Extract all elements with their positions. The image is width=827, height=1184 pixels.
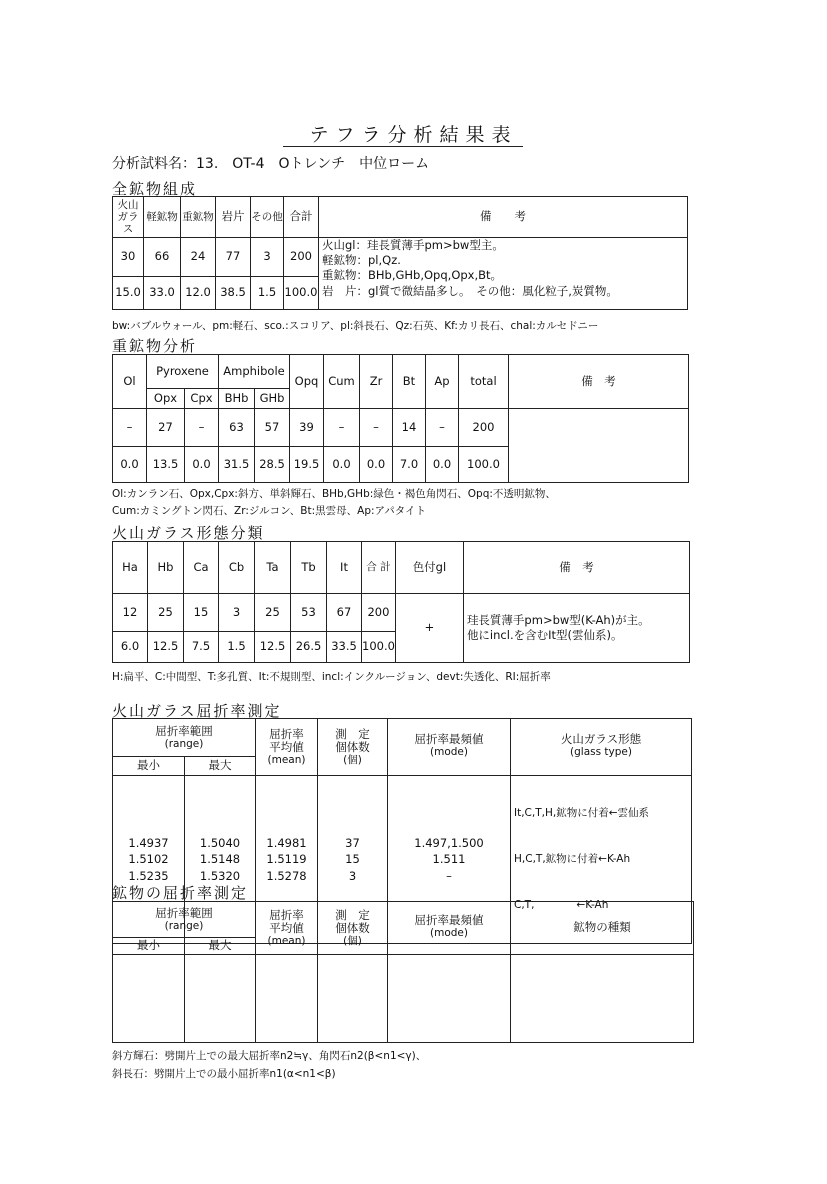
s2-header-amphibole: Amphibole bbox=[219, 355, 290, 389]
s5-range-label: 屈折率範囲 bbox=[155, 905, 213, 920]
s2-count-ghb: 57 bbox=[255, 409, 290, 447]
s1-remark-line: 岩 片：gl質で微結晶多し。 その他：風化粒子,炭質物。 bbox=[322, 283, 618, 298]
s1-count-glass: 30 bbox=[113, 238, 144, 277]
s4-type-sub: (glass type) bbox=[570, 746, 632, 759]
s5-mean-label: 平均値 bbox=[269, 920, 304, 935]
s2-header-opx: Opx bbox=[147, 389, 185, 409]
s5-type-header: 鉱物の種類 bbox=[511, 902, 694, 955]
s4-n-value: 15 bbox=[345, 852, 360, 867]
s3-pct-total: 100.0 bbox=[362, 632, 396, 663]
s5-mean-label: 屈折率 bbox=[269, 907, 304, 922]
s3-header-ca: Ca bbox=[184, 542, 219, 594]
s1-header-rock: 岩片 bbox=[216, 197, 251, 238]
s4-mode-value: 1.497,1.500 bbox=[414, 835, 484, 850]
s4-type-value: It,C,T,H,鉱物に付着←雲仙系 bbox=[514, 807, 650, 820]
s2-header-remarks: 備 考 bbox=[509, 355, 689, 409]
s1-header-glass: 火山ガラス bbox=[113, 197, 144, 238]
s2-pct-ol: 0.0 bbox=[113, 447, 147, 483]
s2-count-ol: – bbox=[113, 409, 147, 447]
s2-pct-ghb: 28.5 bbox=[255, 447, 290, 483]
s5-max-cell bbox=[185, 955, 256, 1043]
heavy-mineral-table bbox=[112, 354, 689, 483]
s3-count-ha: 12 bbox=[113, 594, 148, 632]
s4-mode-label: 屈折率最頻値 bbox=[414, 732, 484, 746]
s2-header-bt: Bt bbox=[393, 355, 426, 409]
s2-count-cum: – bbox=[324, 409, 360, 447]
s5-count-label: 個体数 bbox=[335, 920, 370, 935]
s3-count-cb: 3 bbox=[219, 594, 255, 632]
page-title: テフラ分析結果表 bbox=[309, 124, 518, 146]
s5-range-header bbox=[113, 902, 256, 938]
s4-mode-sub: (mode) bbox=[430, 746, 468, 759]
s1-pct-heavy: 12.0 bbox=[181, 277, 216, 310]
s3-pct-hb: 12.5 bbox=[148, 632, 184, 663]
s1-pct-rock: 38.5 bbox=[216, 277, 251, 310]
s2-count-ap: – bbox=[426, 409, 459, 447]
s3-header-colored: 色付gl bbox=[395, 542, 463, 594]
s3-pct-it: 33.5 bbox=[327, 632, 362, 663]
section3-heading: 火山ガラス形態分類 bbox=[112, 524, 265, 542]
s3-count-tb: 53 bbox=[291, 594, 327, 632]
s1-remark-line: 重鉱物：BHb,GHb,Opq,Opx,Bt。 bbox=[322, 268, 503, 283]
s3-header-ta: Ta bbox=[255, 542, 291, 594]
s2-pct-bhb: 31.5 bbox=[219, 447, 255, 483]
s1-count-light: 66 bbox=[144, 238, 181, 277]
s2-header-bhb: BHb bbox=[219, 389, 255, 409]
s2-pct-total: 100.0 bbox=[459, 447, 509, 483]
glass-morphology-table bbox=[112, 541, 690, 663]
s3-colored-value: + bbox=[395, 594, 463, 663]
section1-heading: 全鉱物組成 bbox=[112, 180, 198, 198]
s3-header-total: 合 計 bbox=[362, 542, 396, 594]
s1-pct-total: 100.0 bbox=[284, 277, 319, 310]
s1-remark-line: 軽鉱物：pl,Qz. bbox=[322, 253, 401, 268]
s4-mode-header bbox=[388, 719, 511, 776]
s1-header-heavy: 重鉱物 bbox=[181, 197, 216, 238]
s5-max-header: 最大 bbox=[185, 938, 256, 955]
s4-count-sub: (個) bbox=[343, 754, 362, 767]
sample-name: 分析試料名：13. OT-4 Oトレンチ 中位ローム bbox=[112, 156, 430, 172]
s2-count-bt: 14 bbox=[393, 409, 426, 447]
s2-header-ap: Ap bbox=[426, 355, 459, 409]
s4-mean-value: 1.5119 bbox=[266, 852, 307, 867]
section2-heading: 重鉱物分析 bbox=[112, 337, 198, 355]
s5-count-label: 測 定 bbox=[335, 907, 370, 922]
s2-header-cum: Cum bbox=[324, 355, 360, 409]
s2-note-2: Cum:カミングトン閃石、Zr:ジルコン、Bt:黒雲母、Ap:アパタイト bbox=[112, 505, 426, 517]
s3-header-ha: Ha bbox=[113, 542, 148, 594]
s3-header-it: It bbox=[327, 542, 362, 594]
s1-count-total: 200 bbox=[284, 238, 319, 277]
s1-count-rock: 77 bbox=[216, 238, 251, 277]
s5-mode-label: 屈折率最頻値 bbox=[414, 913, 484, 927]
s4-mean-sub: (mean) bbox=[267, 754, 306, 767]
s4-mode-value: – bbox=[446, 869, 452, 884]
s5-min-header: 最小 bbox=[113, 938, 185, 955]
total-mineral-table bbox=[112, 196, 688, 310]
s5-count-header bbox=[318, 902, 388, 955]
s4-min-value: 1.4937 bbox=[128, 835, 169, 850]
s2-pct-bt: 7.0 bbox=[393, 447, 426, 483]
s2-pct-cpx: 0.0 bbox=[185, 447, 219, 483]
s4-mode-value: 1.511 bbox=[432, 852, 466, 867]
s1-remark-line: 火山gl：珪長質薄手pm>bw型主。 bbox=[322, 238, 504, 252]
s1-pct-other: 1.5 bbox=[251, 277, 284, 310]
s2-count-total: 200 bbox=[459, 409, 509, 447]
s4-min-header: 最小 bbox=[113, 757, 185, 776]
s2-pct-ap: 0.0 bbox=[426, 447, 459, 483]
s2-header-opq: Opq bbox=[290, 355, 324, 409]
s4-type-value: C,T, ←K-Ah bbox=[514, 898, 609, 911]
section4-heading: 火山ガラス屈折率測定 bbox=[112, 702, 282, 720]
s2-pct-opq: 19.5 bbox=[290, 447, 324, 483]
s4-min-value: 1.5235 bbox=[128, 869, 169, 884]
s5-mode-sub: (mode) bbox=[430, 927, 468, 940]
s3-remark-line: 他にincl.を含むIt型(雲仙系)。 bbox=[466, 628, 623, 642]
s4-min-value: 1.5102 bbox=[128, 852, 169, 867]
s4-mean-value: 1.4981 bbox=[266, 835, 307, 850]
s2-count-opq: 39 bbox=[290, 409, 324, 447]
title-underline bbox=[283, 146, 523, 147]
s3-header-cb: Cb bbox=[219, 542, 255, 594]
s1-header-total: 合計 bbox=[284, 197, 319, 238]
s2-count-opx: 27 bbox=[147, 409, 185, 447]
s5-mean-header bbox=[256, 902, 318, 955]
s3-count-hb: 25 bbox=[148, 594, 184, 632]
s5-n-cell bbox=[318, 955, 388, 1043]
s2-remarks bbox=[509, 409, 689, 483]
s3-pct-ca: 7.5 bbox=[184, 632, 219, 663]
s4-type-label: 火山ガラス形態 bbox=[560, 732, 642, 746]
s5-mean-sub: (mean) bbox=[267, 935, 306, 948]
s5-mode-cell bbox=[388, 955, 511, 1043]
s3-count-total: 200 bbox=[362, 594, 396, 632]
s3-header-hb: Hb bbox=[148, 542, 184, 594]
s4-type-header bbox=[511, 719, 692, 776]
s5-min-cell bbox=[113, 955, 185, 1043]
section5-heading: 鉱物の屈折率測定 bbox=[112, 884, 249, 902]
s3-header-remarks: 備 考 bbox=[463, 542, 689, 594]
s4-mean-header bbox=[256, 719, 318, 776]
s3-pct-ta: 12.5 bbox=[255, 632, 291, 663]
s3-pct-tb: 26.5 bbox=[291, 632, 327, 663]
s5-type-cell bbox=[511, 955, 694, 1043]
s1-pct-light: 33.0 bbox=[144, 277, 181, 310]
s2-pct-cum: 0.0 bbox=[324, 447, 360, 483]
s1-header-other: その他 bbox=[251, 197, 284, 238]
s2-header-ol: Ol bbox=[113, 355, 147, 409]
s3-remarks bbox=[463, 594, 689, 663]
s5-mean-cell bbox=[256, 955, 318, 1043]
s5-note-1: 斜方輝石：劈開片上での最大屈折率n2≒γ、角閃石n2(β<n1<γ)、 bbox=[112, 1050, 427, 1062]
s2-header-ghb: GHb bbox=[255, 389, 290, 409]
s1-remarks bbox=[319, 238, 688, 310]
s4-n-value: 37 bbox=[345, 835, 360, 850]
s3-count-ca: 15 bbox=[184, 594, 219, 632]
s1-count-other: 3 bbox=[251, 238, 284, 277]
s4-mean-label: 屈折率 bbox=[269, 726, 304, 741]
s4-mean-value: 1.5278 bbox=[266, 869, 307, 884]
s4-max-value: 1.5320 bbox=[199, 869, 241, 884]
s2-count-cpx: – bbox=[185, 409, 219, 447]
s3-note: H:扁平、C:中間型、T:多孔質、It:不規則型、incl:インクルージョン、devt:失透化、RI:屈折率 bbox=[112, 671, 551, 683]
s3-count-ta: 25 bbox=[255, 594, 291, 632]
s4-type-value: H,C,T,鉱物に付着←K-Ah bbox=[514, 853, 631, 866]
s4-range-sub: (range) bbox=[164, 738, 204, 751]
s1-count-heavy: 24 bbox=[181, 238, 216, 277]
s3-header-tb: Tb bbox=[291, 542, 327, 594]
s3-remark-line: 珪長質薄手pm>bw型(K-Ah)が主。 bbox=[466, 612, 650, 627]
s5-mode-header bbox=[388, 902, 511, 955]
s4-range-label: 屈折率範囲 bbox=[155, 723, 213, 738]
s2-count-bhb: 63 bbox=[219, 409, 255, 447]
s3-pct-ha: 6.0 bbox=[113, 632, 148, 663]
s2-pct-zr: 0.0 bbox=[360, 447, 393, 483]
s2-header-zr: Zr bbox=[360, 355, 393, 409]
s4-range-header bbox=[113, 719, 256, 757]
s1-header-light: 軽鉱物 bbox=[144, 197, 181, 238]
s1-header-remarks: 備 考 bbox=[319, 197, 688, 238]
s4-max-value: 1.5148 bbox=[199, 852, 241, 867]
s4-max-value: 1.5040 bbox=[199, 835, 241, 850]
mineral-refractive-table bbox=[112, 901, 694, 1043]
s5-note-2: 斜長石：劈開片上での最小屈折率n1(α<n1<β) bbox=[112, 1068, 336, 1080]
s2-header-pyroxene: Pyroxene bbox=[147, 355, 219, 389]
s2-header-cpx: Cpx bbox=[185, 389, 219, 409]
s1-note: bw:バブルウォール、pm:軽石、sco.:スコリア、pl:斜長石、Qz:石英、Kf:カリ長石、chal:カルセドニー bbox=[112, 320, 599, 332]
s4-max-header: 最大 bbox=[185, 757, 256, 776]
s4-count-label: 個体数 bbox=[335, 739, 370, 754]
s2-pct-opx: 13.5 bbox=[147, 447, 185, 483]
s1-pct-glass: 15.0 bbox=[113, 277, 144, 310]
s2-count-zr: – bbox=[360, 409, 393, 447]
s3-count-it: 67 bbox=[327, 594, 362, 632]
s4-n-value: 3 bbox=[348, 869, 357, 884]
s5-count-sub: (個) bbox=[343, 935, 362, 948]
s5-range-sub: (range) bbox=[164, 920, 204, 933]
s4-count-label: 測 定 bbox=[335, 726, 370, 741]
s4-count-header bbox=[318, 719, 388, 776]
s4-mean-label: 平均値 bbox=[269, 739, 304, 754]
s2-note-1: Ol:カンラン石、Opx,Cpx:斜方、単斜輝石、BHb,GHb:緑色・褐色角閃石、Opq:不透明鉱物、 bbox=[112, 488, 556, 500]
s2-header-total: total bbox=[459, 355, 509, 409]
s3-pct-cb: 1.5 bbox=[219, 632, 255, 663]
